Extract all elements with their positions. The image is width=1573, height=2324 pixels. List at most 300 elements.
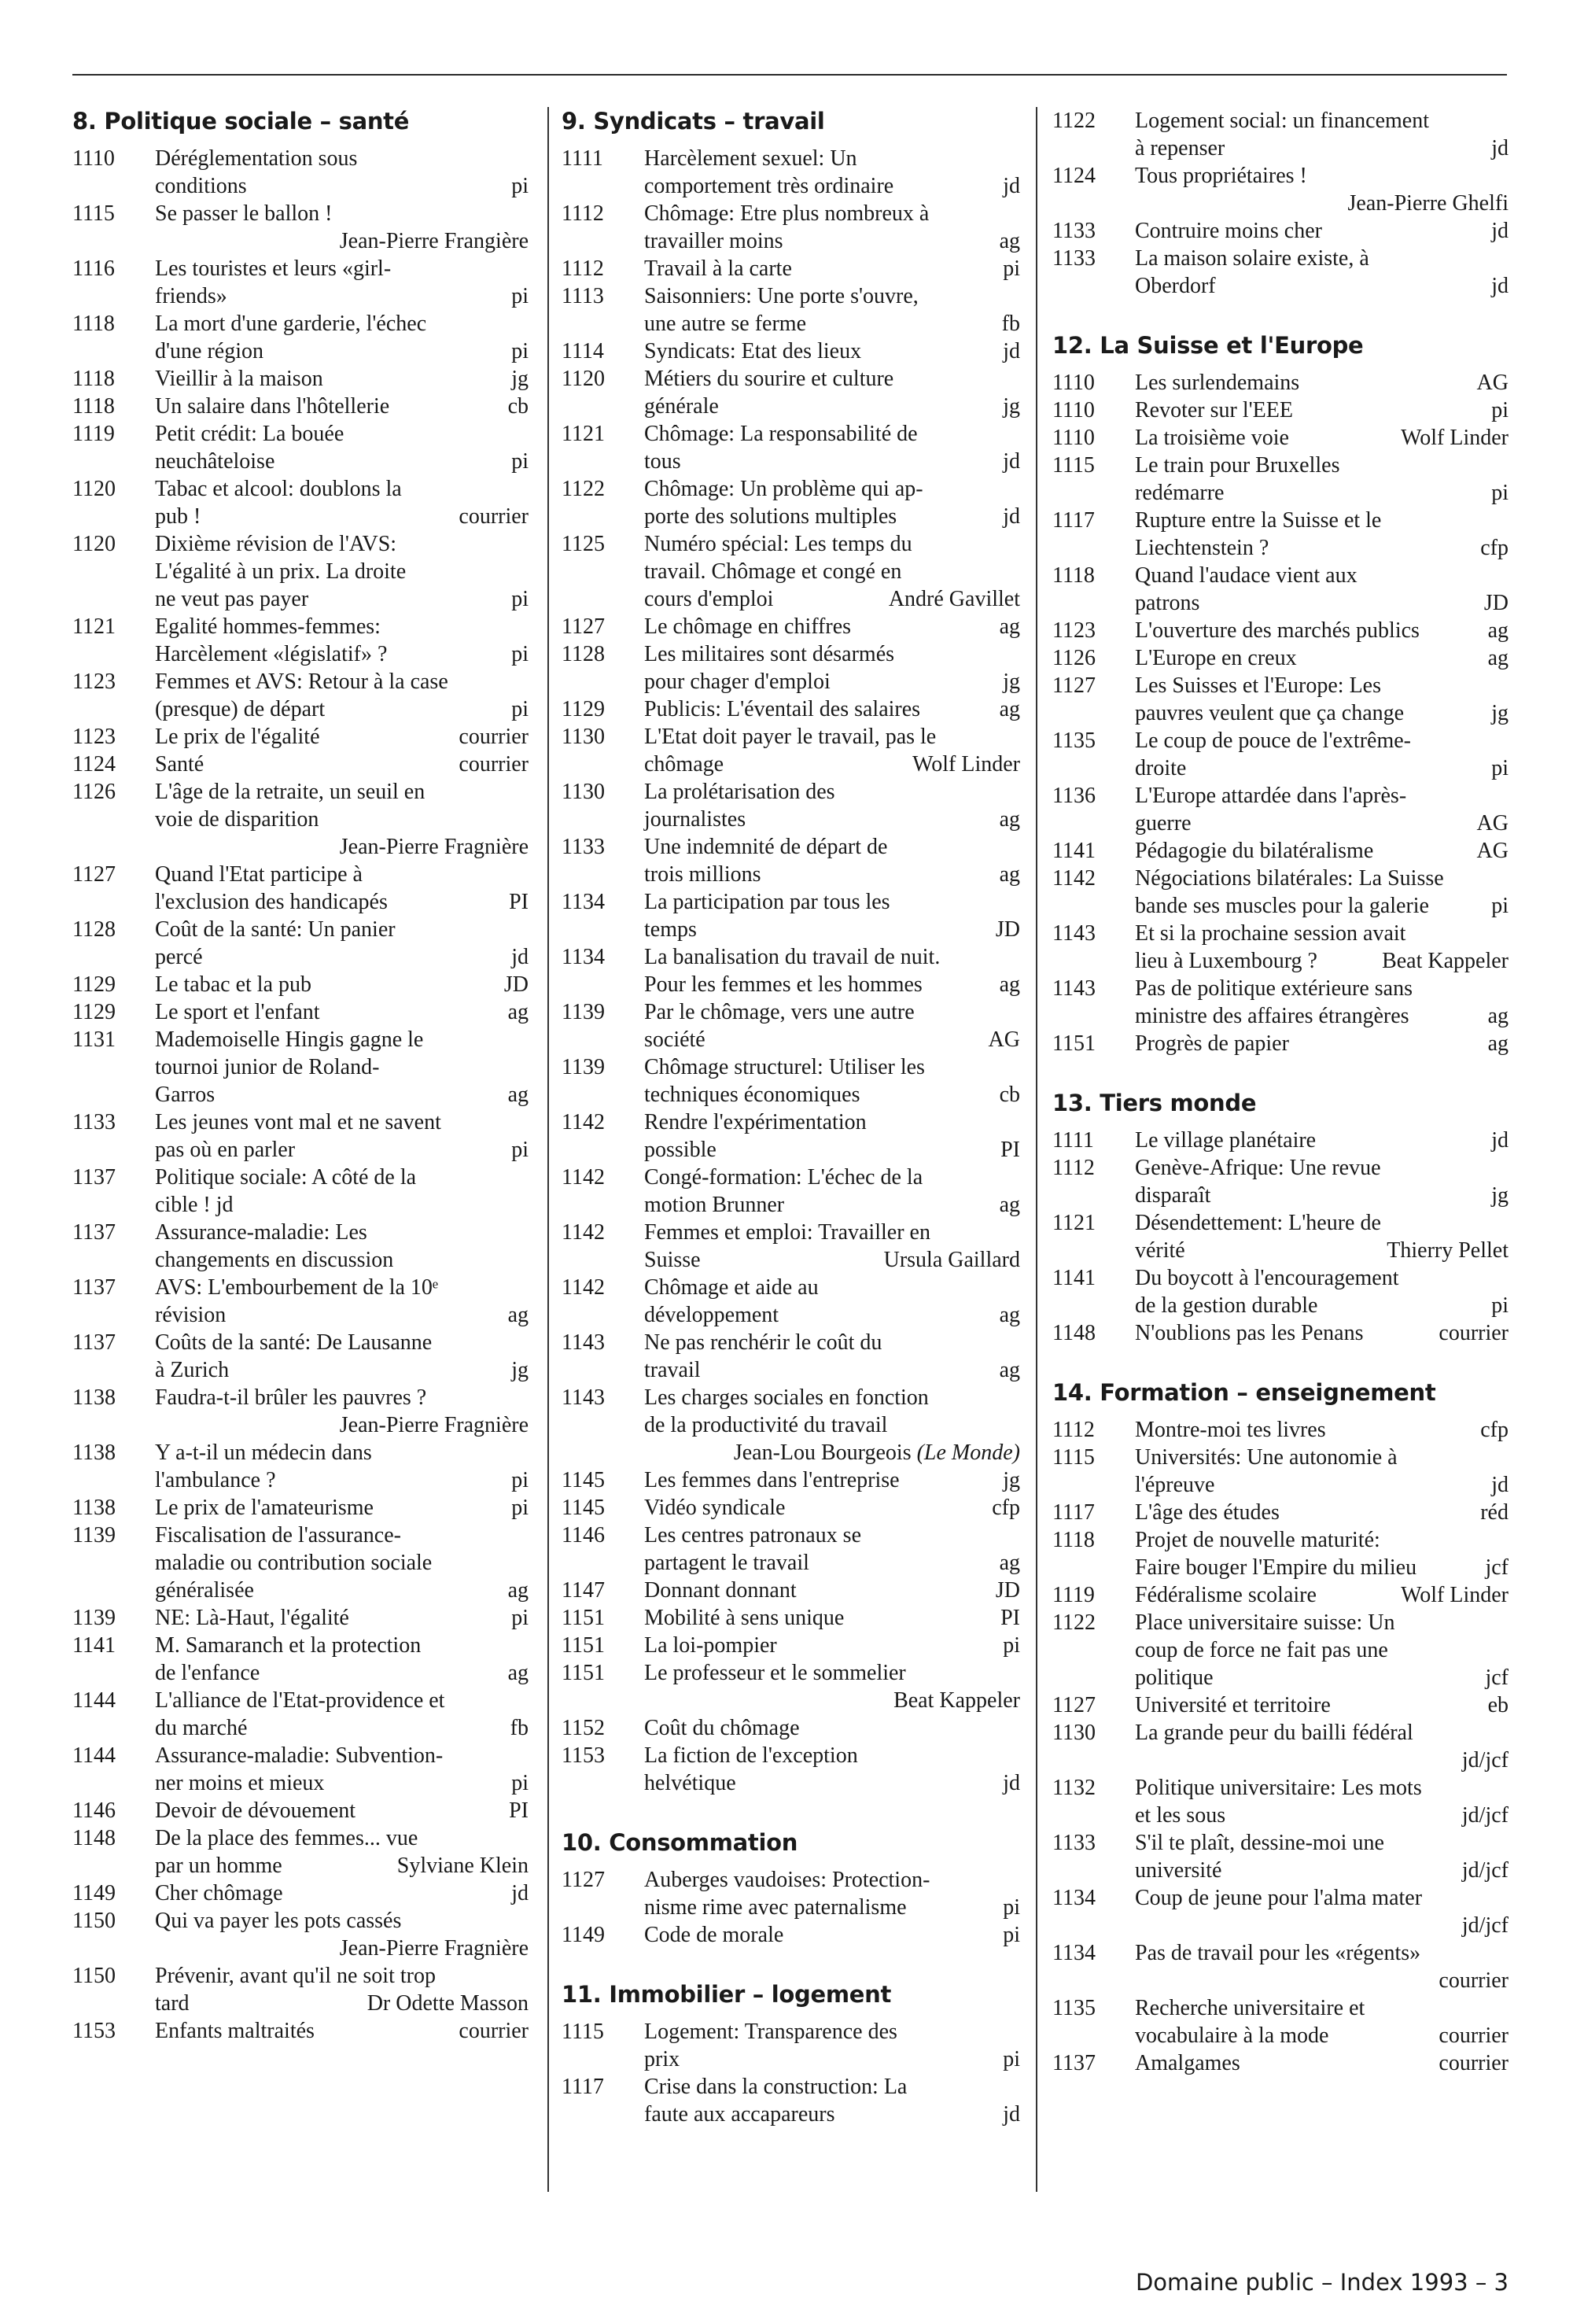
issue-number: 1126 [72,780,116,804]
column-1 [72,107,529,2076]
issue-number: 1147 [562,1578,605,1603]
issue-number: 1145 [562,1468,605,1492]
author-name: pi [511,174,529,198]
entry-line [644,1439,1020,1466]
entry-body [644,1274,1020,1329]
entry-author [1000,1549,1020,1577]
issue-number: 1123 [72,725,116,749]
issue-number: 1112 [562,201,604,226]
entry-title-text: Coup de jeune pour l'alma mater [1135,1886,1423,1910]
entry-title-text: Quand l'audace vient aux [1135,563,1357,588]
entry-line [1135,1319,1509,1347]
entry-line [644,420,1020,448]
entry-line [1135,617,1509,644]
author-name: pi [511,587,529,611]
index-section [562,107,1020,1797]
entry-title-text: Pédagogie du bilatéralisme [1135,839,1374,863]
entry-body [1135,562,1509,617]
author-name: jd [1491,1473,1509,1497]
issue-number: 1120 [72,532,116,556]
entry-title-text: Politique universitaire: Les mots [1135,1776,1422,1800]
index-entry [72,1962,529,2017]
issue-number: 1127 [1052,673,1096,698]
entry-line [155,338,529,365]
entry-title-text: helvétique [644,1771,736,1795]
entry-author [1480,534,1509,562]
entry-body [1135,1939,1509,1994]
entry-title-text: Publicis: L'éventail des salaires [644,697,921,721]
author-name: ag [999,1303,1020,1327]
entry-body [155,1632,529,1687]
entry-line [1135,892,1509,920]
index-entry [72,1824,529,1879]
issue-number: 1143 [1052,976,1096,1001]
author-name: Jean-Pierre Ghelfi [1347,191,1509,216]
entry-title-text: Cher chômage [155,1881,283,1905]
entry-line [644,1246,1020,1274]
entry-title-text: Enfants maltraités [155,2019,315,2043]
entry-body [1135,1154,1509,1209]
entry-line [155,1852,529,1879]
entry-line [155,1081,529,1109]
entry-line [155,310,529,338]
entry-body [155,420,529,475]
issue-number: 1142 [562,1110,605,1134]
issue-number: 1132 [1052,1776,1096,1800]
issue-number: 1141 [1052,839,1096,863]
entry-title-text: Les centres patronaux se [644,1523,861,1547]
entry-body [1135,1609,1509,1691]
entry-line [155,558,529,585]
entry-title-text: Logement social: un financement [1135,109,1429,133]
entry-author [1000,1604,1020,1632]
issue-number: 1139 [562,1000,605,1024]
entry-author [511,640,529,668]
index-entry [1052,452,1509,507]
entry-title-text: Les touristes et leurs «girl- [155,256,392,281]
entry-title-text: Tous propriétaires ! [1135,164,1307,188]
issue-number: 1150 [72,1964,116,1988]
entry-title-text: et les sous [1135,1803,1226,1828]
entry-line [1135,1127,1509,1154]
issue-number: 1133 [1052,1831,1096,1855]
entry-line [1135,369,1509,397]
entry-line [155,1439,529,1466]
entry-line [644,1219,1020,1246]
entry-body [155,1494,529,1522]
entry-line [644,1053,1020,1081]
entry-title-text: Projet de nouvelle maturité: [1135,1528,1380,1552]
entry-title-text: Faudra-t-il brûler les pauvres ? [155,1385,427,1410]
entry-title-text: faute aux accapareurs [644,2102,835,2127]
author-name: Jean-Pierre Fragnière [339,835,529,859]
author-name: pi [511,1606,529,1630]
entry-title-text: droite [1135,756,1187,780]
issue-number: 1148 [1052,1321,1096,1345]
entry-title-text: Recherche universitaire et [1135,1996,1365,2020]
entry-line [155,1109,529,1136]
entry-author [1491,272,1509,300]
entry-title-text: Universités: Une autonomie à [1135,1445,1398,1470]
issue-number: 1138 [72,1385,116,1410]
author-name: jd [1491,136,1509,160]
entry-author [1491,892,1509,920]
entry-title-text: La mort d'une garderie, l'échec [155,312,427,336]
index-entry [1052,1884,1509,1939]
entry-title-text: Université et territoire [1135,1693,1331,1717]
entry-title-text: Fiscalisation de l'assurance- [155,1523,401,1547]
index-entry [1052,672,1509,727]
index-entry [562,1921,1020,1949]
author-name: Beat Kappeler [1382,949,1509,973]
entry-line [1135,162,1509,190]
entry-line [1135,1609,1509,1636]
entry-line [155,723,529,751]
issue-number: 1137 [72,1220,116,1245]
entry-line [155,640,529,668]
index-entry [1052,865,1509,920]
entry-author [1382,947,1509,975]
entry-line [1135,1002,1509,1030]
entry-body [1135,369,1509,397]
entry-line [1135,1719,1509,1747]
issue-number: 1110 [1052,398,1095,422]
entry-body [155,668,529,723]
entry-line [155,1301,529,1329]
entry-body [155,723,529,751]
entry-title-text: Suisse [644,1248,701,1272]
entry-line [155,1136,529,1164]
entry-line [644,558,1020,585]
author-name: Dr Odette Masson [367,1991,529,2016]
entry-author [989,1026,1020,1053]
author-name: ag [507,1083,529,1107]
author-name: AG [1476,839,1509,863]
column-3 [1052,107,1509,2108]
index-entry [1052,1127,1509,1154]
index-entry [562,1714,1020,1742]
entry-author [1000,227,1020,255]
issue-number: 1142 [562,1220,605,1245]
issue-number: 1117 [1052,508,1095,533]
entry-author [511,1494,529,1522]
entry-author [504,971,529,998]
issue-number: 1138 [72,1441,116,1465]
issue-number: 1142 [1052,866,1096,891]
entry-author [1484,589,1509,617]
entry-line [155,503,529,530]
entry-author [508,1081,529,1109]
entry-line [644,172,1020,200]
entry-body [644,1329,1020,1384]
entry-line [644,530,1020,558]
entry-line [644,1742,1020,1769]
issue-number: 1145 [562,1496,605,1520]
entry-title-text: société [644,1027,705,1052]
issue-number: 1138 [72,1496,116,1520]
author-name: ag [999,229,1020,253]
entry-title-text: maladie ou contribution sociale [155,1551,433,1575]
author-name: JD [1483,591,1509,615]
entry-title-text: Y a-t-il un médecin dans [155,1441,372,1465]
entry-line [1135,1499,1509,1526]
entry-body [1135,672,1509,727]
entry-line [155,1384,529,1411]
index-entry [72,255,529,310]
entry-title-text: partagent le travail [644,1551,809,1575]
index-entry [1052,975,1509,1030]
entry-author [1000,1136,1020,1164]
issue-number: 1129 [72,972,116,997]
entry-title-text: pub ! [155,504,201,529]
index-entry [1052,1994,1509,2049]
index-entry [1052,1526,1509,1581]
entry-title-text: Métiers du sourire et culture [644,367,894,391]
index-entry [562,943,1020,998]
entry-title-text: Un salaire dans l'hôtellerie [155,394,390,419]
entry-title-text: à Zurich [155,1358,230,1382]
entry-title-text: Amalgames [1135,2051,1240,2075]
entry-title-text: Pas de politique extérieure sans [1135,976,1413,1001]
author-name: PI [1000,1606,1020,1630]
author-name: courrier [459,504,529,529]
entry-author [1480,1499,1509,1526]
issue-number: 1151 [1052,1031,1096,1056]
entry-title-text: de la gestion durable [1135,1293,1318,1318]
author-name: pi [511,339,529,363]
entry-author [1439,1967,1509,1994]
entry-body [155,778,529,861]
entry-title-text: guerre [1135,811,1192,836]
issue-number: 1142 [562,1275,605,1300]
entry-line [1135,1994,1509,2022]
index-entry [72,861,529,916]
issue-number: 1115 [72,201,115,226]
entry-title-text: une autre se ferme [644,312,806,336]
entry-line [155,1935,529,1962]
entry-line [644,1522,1020,1549]
entry-line [155,1274,529,1301]
entry-author [459,503,529,530]
entry-line [155,1026,529,1053]
entry-author [511,1604,529,1632]
index-entry [562,145,1020,200]
index-entry [562,778,1020,833]
issue-number: 1134 [562,945,605,969]
index-entry [72,1522,529,1604]
entry-body [644,1494,1020,1522]
entry-line [644,971,1020,998]
entry-line [1135,2022,1509,2049]
entry-line [644,1577,1020,1604]
entry-line [644,1659,1020,1687]
entry-title-text: L'ouverture des marchés publics [1135,618,1420,643]
entry-title-text: Chômage et aide au [644,1275,819,1300]
index-entry [1052,1319,1509,1347]
index-section [1052,1089,1509,1347]
entry-line [155,998,529,1026]
index-entry [72,475,529,530]
entry-body [1135,1581,1509,1609]
index-entry [72,1109,529,1164]
entry-line [1135,1967,1509,1994]
entry-line [155,1494,529,1522]
entry-line [1135,727,1509,754]
author-name: ag [999,1193,1020,1217]
entry-line [155,1990,529,2017]
issue-number: 1134 [1052,1941,1096,1965]
index-entry [562,255,1020,282]
author-name: Jean-Pierre Frangière [339,229,529,253]
entry-author [1003,1632,1020,1659]
entry-line [644,1274,1020,1301]
entry-title-text: Qui va payer les pots cassés [155,1909,402,1933]
entry-title-text: voie de disparition [155,807,319,832]
index-entry [562,1577,1020,1604]
entry-author [510,1714,529,1742]
entry-line [1135,947,1509,975]
entry-title-text: Assurance-maladie: Les [155,1220,367,1245]
index-entry [562,1384,1020,1466]
author-name: Ursula Gaillard [883,1248,1020,1272]
index-entry [72,1274,529,1329]
entry-body [1135,727,1509,782]
entry-line [1135,837,1509,865]
author-name: ag [999,1358,1020,1382]
entry-author [511,1136,529,1164]
entry-body [644,1604,1020,1632]
index-entry [72,1494,529,1522]
issue-number: 1144 [72,1688,116,1713]
entry-title-text: Femmes et emploi: Travailler en [644,1220,930,1245]
entry-title-text: L'égalité à un prix. La droite [155,559,407,584]
issue-number: 1122 [1052,1610,1096,1635]
entry-body [1135,424,1509,452]
author-name: jg [511,1358,529,1382]
issue-number: 1118 [72,312,115,336]
entry-body [644,943,1020,998]
entry-author [508,393,529,420]
author-name: jcf [1485,1555,1509,1580]
entry-author [340,1935,529,1962]
entry-body [644,365,1020,420]
entry-title-text: Politique sociale: A côté de la [155,1165,417,1190]
entry-title-text: pas où en parler [155,1138,296,1162]
entry-body [155,365,529,393]
author-name: jg [1003,394,1020,419]
index-entry [562,1219,1020,1274]
index-entry [562,833,1020,888]
entry-author [340,1411,529,1439]
entry-author [996,1577,1020,1604]
index-entry [72,751,529,778]
index-entry [562,1466,1020,1494]
entry-body [644,1219,1020,1274]
entry-title-text: politique [1135,1666,1214,1690]
index-entry [562,1274,1020,1329]
entry-title-text: ner moins et mieux [155,1771,325,1795]
entry-body [155,1384,529,1439]
issue-number: 1129 [562,697,605,721]
entry-title-text: Saisonniers: Une porte s'ouvre, [644,284,919,308]
entry-title-text: Fédéralisme scolaire [1135,1583,1317,1607]
entry-author [508,1577,529,1604]
author-name: pi [511,697,529,721]
entry-author [1462,1912,1509,1939]
entry-line [155,1053,529,1081]
index-entry [1052,837,1509,865]
author-name: jd/jcf [1461,1858,1509,1883]
entry-title-text: Liechtenstein ? [1135,536,1269,560]
entry-line [644,1329,1020,1356]
entry-body [155,1439,529,1494]
entry-body [644,1164,1020,1219]
column-divider [547,107,549,2192]
entry-title-text: trois millions [644,862,761,887]
index-section [1052,107,1509,300]
index-entry [1052,217,1509,245]
author-name: jd [1491,1128,1509,1153]
author-name: ag [507,1303,529,1327]
entry-author [511,695,529,723]
entry-title-text: d'une région [155,339,264,363]
entry-body [1135,397,1509,424]
entry-body [155,971,529,998]
entry-body [155,145,529,200]
entry-body [155,1329,529,1384]
entry-line [644,310,1020,338]
author-name: pi [1491,1293,1509,1318]
index-entry [1052,1416,1509,1444]
index-entry [72,778,529,861]
entry-title-text: à repenser [1135,136,1225,160]
entry-title-text: La participation par tous les [644,890,890,914]
index-entry [72,1632,529,1687]
issue-number: 1149 [562,1923,605,1947]
entry-title-text: vérité [1135,1238,1185,1263]
entry-author [459,723,529,751]
entry-line [155,1962,529,1990]
index-entry [562,420,1020,475]
issue-number: 1134 [1052,1886,1096,1910]
entry-title-text: développement [644,1303,779,1327]
entry-author [1003,255,1020,282]
entry-title-text: Chômage: La responsabilité de [644,422,918,446]
author-name: jd [1003,449,1020,474]
entry-line [644,668,1020,695]
entry-title-text: possible [644,1138,717,1162]
entry-title-text: Coût du chômage [644,1716,800,1740]
section-title: 12. La Suisse et l'Europe [1052,332,1364,359]
entry-title-text: prix [644,2047,680,2071]
author-name: pi [1003,256,1020,281]
entry-body [1135,1209,1509,1264]
author-name: jd [1003,2102,1020,2127]
entry-author [1000,861,1020,888]
entry-line [155,1714,529,1742]
entry-author [1401,1581,1509,1609]
entry-author [511,448,529,475]
entry-author [511,282,529,310]
issue-number: 1110 [72,146,115,171]
entry-body [155,1109,529,1164]
entry-title-text: Petit crédit: La bouée [155,422,344,446]
entry-line [155,1879,529,1907]
entry-line [644,1384,1020,1411]
entry-author [1491,754,1509,782]
entry-title-text: motion Brunner [644,1193,785,1217]
entry-line [1135,1774,1509,1802]
